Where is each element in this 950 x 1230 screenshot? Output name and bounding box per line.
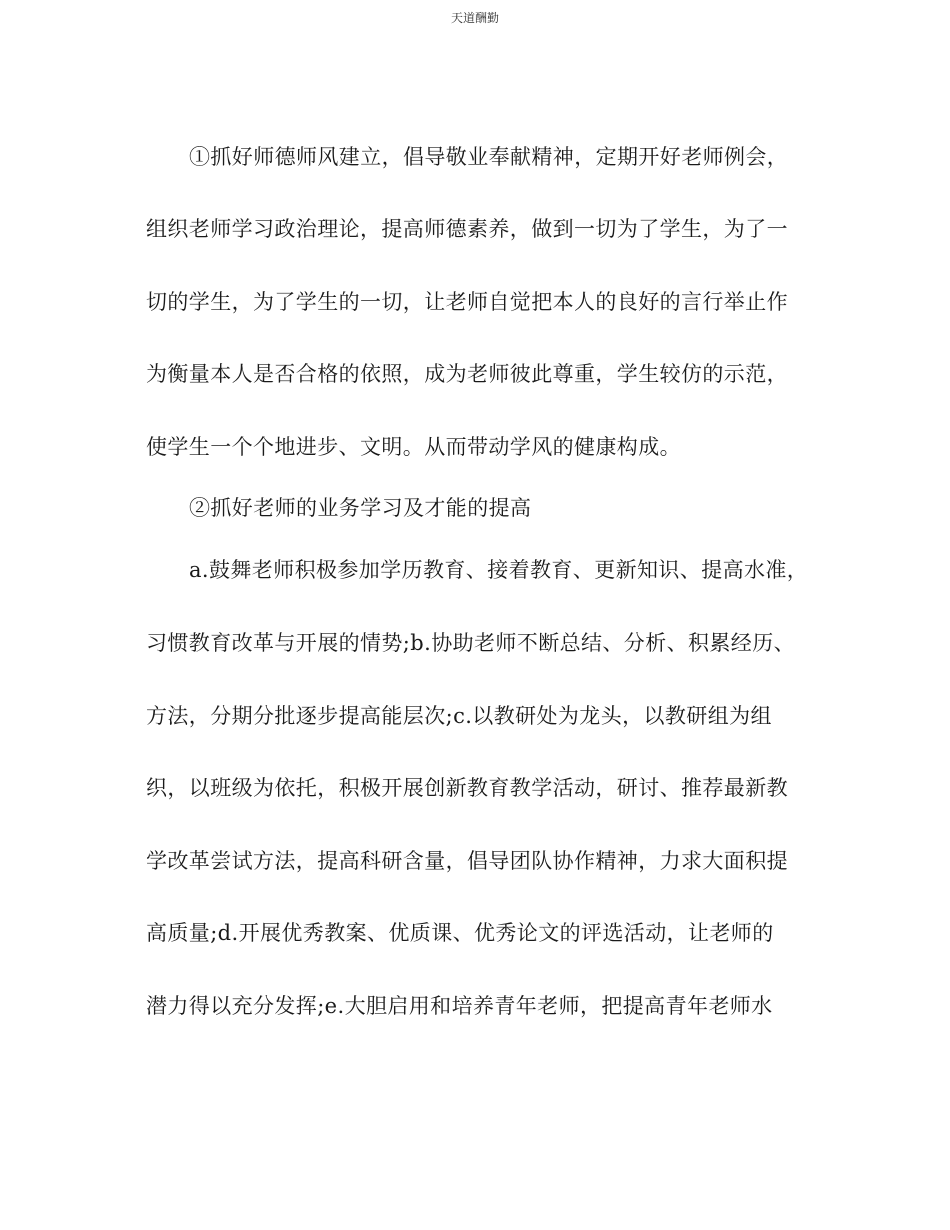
paragraph-line: 高质量;d.开展优秀教案、优质课、优秀论文的评选活动，让老师的 <box>146 921 774 945</box>
paragraph-line: 切的学生，为了学生的一切，让老师自觉把本人的良好的言行举止作 <box>146 290 788 314</box>
paragraph-line: 为衡量本人是否合格的依照，成为老师彼此尊重，学生较仿的示范， <box>146 362 788 386</box>
paragraph-line: 方法，分期分批逐步提高能层次;c.以教研处为龙头，以教研组为组 <box>146 704 772 728</box>
paragraph-line: 组织老师学习政治理论，提高师德素养，做到一切为了学生，为了一 <box>146 217 788 241</box>
paragraph-line: 潜力得以充分发挥;e.大胆启用和培养青年老师，把提高青年老师水 <box>146 994 773 1018</box>
paragraph-line: 使学生一个个地进步、文明。从而带动学风的健康构成。 <box>146 435 681 459</box>
paragraph-line: 织，以班级为依托，积极开展创新教育教学活动，研讨、推荐最新教 <box>146 776 788 800</box>
paragraph-line: 学改革尝试方法，提高科研含量，倡导团队协作精神，力求大面积提 <box>146 849 788 873</box>
paragraph-line: 习惯教育改革与开展的情势;b.协助老师不断总结、分析、积累经历、 <box>146 631 795 655</box>
paragraph-line: ①抓好师德师风建立，倡导敬业奉献精神，定期开好老师例会， <box>189 145 789 169</box>
page-header: 天道酬勤 <box>450 11 499 25</box>
paragraph-line: ②抓好老师的业务学习及才能的提高 <box>189 496 532 520</box>
paragraph-line: a.鼓舞老师积极参加学历教育、接着教育、更新知识、提高水准， <box>189 558 809 582</box>
